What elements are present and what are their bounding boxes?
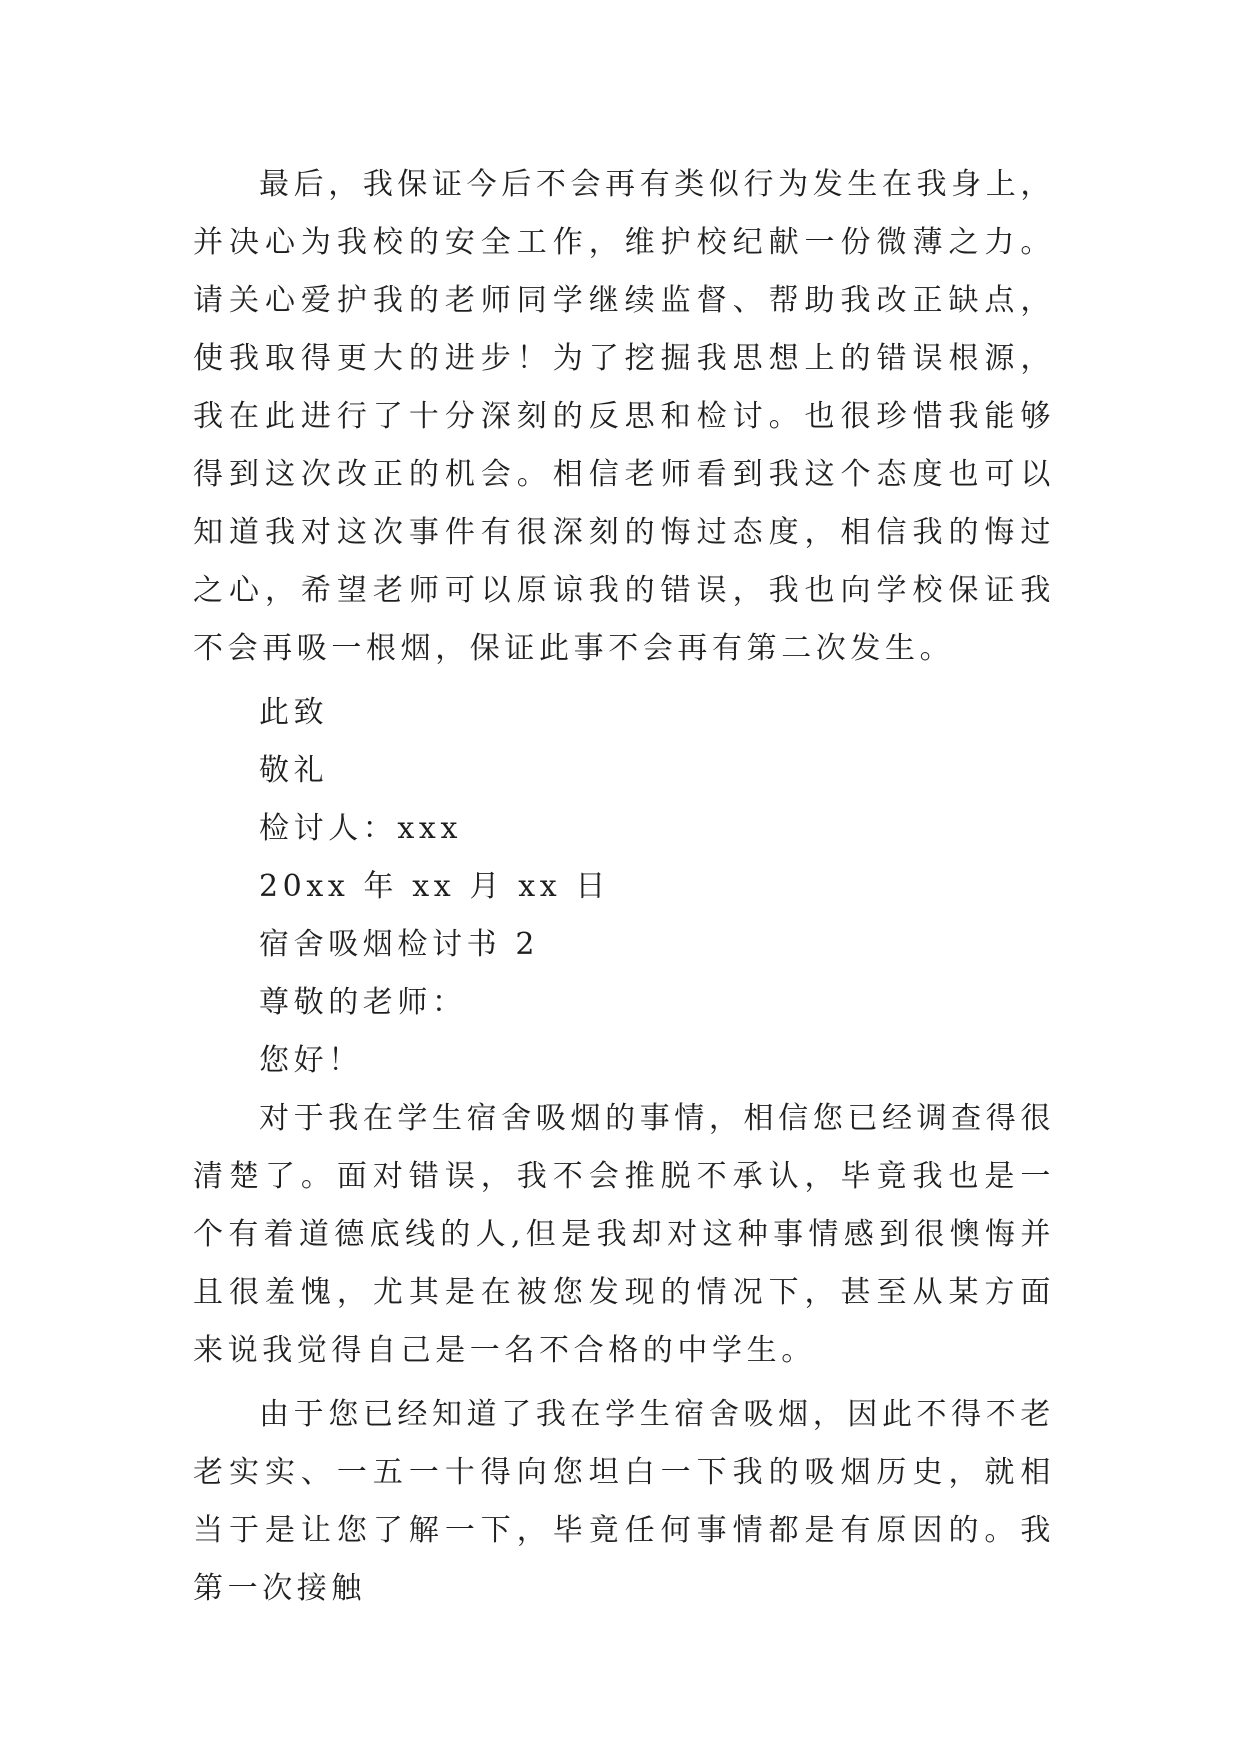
closing-line-2: 敬礼 [259,753,329,788]
document-page [193,156,1055,1624]
paragraph-pledge: 最后，我保证今后不会再有类似行为发生在我身上，并决心为我校的安全工作，维护校纪献一份微薄之力。请关心爱护我的老师同学继续监督、帮助我改正缺点，使我取得更大的进步！为了挖掘我思想上的错误根源，我在此进行了十分深刻的反思和检讨。也很珍惜我能够得到这次改正的机会。相信老师看到我这个态度也可以知道我对这次事件有很深刻的悔过态度，相信我的悔过之心，希望老师可以原谅我的错误，我也向学校保证我不会再吸一根烟，保证此事不会再有第二次发生。 [193,167,1055,666]
date-line: 20xx 年 xx 月 xx 日 [259,869,610,904]
section-title: 宿舍吸烟检讨书 2 [259,927,540,962]
signer-line: 检讨人：xxx [259,811,462,846]
greeting-line: 您好！ [259,1043,363,1078]
salutation-line: 尊敬的老师： [259,985,467,1020]
closing-line-1: 此致 [259,695,329,730]
paragraph-confession: 对于我在学生宿舍吸烟的事情，相信您已经调查得很清楚了。面对错误，我不会推脱不承认，毕竟我也是一个有着道德底线的人,但是我却对这种事情感到很懊悔并且很羞愧，尤其是在被您发现的情况下，甚至从某方面来说我觉得自己是一名不合格的中学生。 [193,1101,1055,1368]
paragraph-history: 由于您已经知道了我在学生宿舍吸烟，因此不得不老老实实、一五一十得向您坦白一下我的吸烟历史，就相当于是让您了解一下，毕竟任何事情都是有原因的。我第一次接触 [193,1397,1055,1606]
